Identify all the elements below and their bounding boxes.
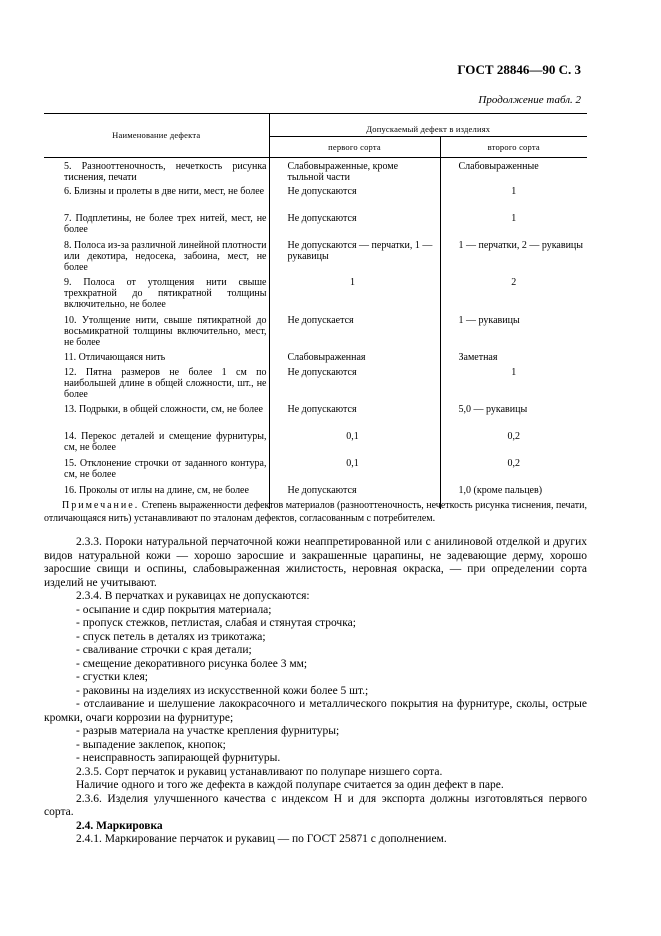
list-item: - раковины на изделиях из искусственной кожи более 5 шт.;	[76, 684, 369, 697]
paragraph-2-3-4: 2.3.4. В перчатках и рукавицах не допускаются:	[76, 590, 310, 602]
first-grade-value: Не допускаются	[269, 401, 440, 428]
list-item: - неисправность запирающей фурнитуры.	[76, 752, 281, 764]
defect-name: 8. Полоса из-за различной линейной плотности или декотира, недосека, забоина, мест, не более	[44, 237, 269, 274]
list-item: - смещение декоративного рисунка более 3 мм;	[76, 657, 308, 670]
second-grade-value: 0,2	[507, 431, 520, 442]
second-grade-value: 1 — рукавицы	[458, 315, 520, 326]
first-grade-value: Не допускается	[269, 312, 440, 349]
second-grade-value: 2	[511, 277, 517, 288]
defect-name: 10. Утолщение нити, свыше пятикратной до восьмикратной толщины включительно, мест, не более	[44, 312, 269, 349]
table-note	[44, 500, 587, 525]
defect-name: 7. Подплетины, не более трех нитей, мест, не более	[44, 210, 269, 237]
document-body	[44, 536, 587, 847]
defect-name: 9. Полоса от утолщения нити свыше трехкратной до пятикратной толщины включительно, не более	[44, 274, 269, 312]
table-row	[44, 364, 587, 401]
table-continuation-label: Продолжение табл. 2	[478, 94, 581, 106]
table-row	[44, 210, 587, 237]
table-row	[44, 349, 587, 364]
first-grade-value: 1	[269, 274, 440, 312]
defect-name: 16. Проколы от иглы на длине, см, не более	[44, 482, 269, 509]
first-grade-value: Слабовыраженная	[269, 349, 440, 364]
defect-name: 12. Пятна размеров не более 1 см по наибольшей длине в общей сложности, шт., не более	[44, 364, 269, 401]
first-grade-value: Не допускаются	[269, 482, 440, 509]
list-item: - сваливание строчки с края детали;	[76, 644, 252, 656]
list-item: - разрыв материала на участке крепления фурнитуры;	[76, 725, 340, 737]
table-row	[44, 274, 587, 312]
paragraph-2-3-5: 2.3.5. Сорт перчаток и рукавиц устанавливают по полупаре низшего сорта.	[76, 765, 443, 778]
first-grade-value: Не допускаются	[269, 210, 440, 237]
section-heading-marking: 2.4. Маркировка	[76, 819, 163, 832]
table-row	[44, 401, 587, 428]
table-row	[44, 312, 587, 349]
defect-name: 11. Отличающаяся нить	[44, 349, 269, 364]
second-grade-value: 1 — перчатки, 2 — рукавицы	[458, 240, 583, 251]
paragraph-2-3-6: 2.3.6. Изделия улучшенного качества с индексом Н и для экспорта должны изготовляться первого сорта.	[44, 792, 587, 818]
table-row	[44, 158, 587, 184]
defect-name: 14. Перекос деталей и смещение фурнитуры, см, не более	[44, 428, 269, 455]
paragraph-2-3-3: 2.3.3. Пороки натуральной перчаточной кожи неаппретированной или с анилиновой отделкой и других видов натуральной кожи — хорошо заросшие и закрашенные царапины, не задевающие дерму, хорошо заросшие свищи и оспины, слабовыраженная жилистость, неровная окраска, — при определении сорта изделий не учитывают.	[44, 536, 587, 589]
second-grade-value: 1	[511, 186, 517, 197]
table-row	[44, 428, 587, 455]
paragraph-2-4-1: 2.4.1. Маркирование перчаток и рукавиц — по ГОСТ 25871 с дополнением.	[76, 833, 447, 845]
first-grade-value: Слабовыраженные, кроме тыльной части	[269, 158, 440, 184]
column-header-allowed-defect: Допускаемый дефект в изделиях	[269, 114, 587, 137]
defect-name: 15. Отклонение строчки от заданного контура, см, не более	[44, 455, 269, 482]
column-header-defect-name: Наименование дефекта	[44, 114, 269, 158]
page-header: ГОСТ 28846—90 С. 3	[457, 62, 581, 77]
list-item: - спуск петель в деталях из трикотажа;	[76, 630, 266, 643]
list-item: - отслаивание и шелушение лакокрасочного и металлического покрытия на фурнитуре, сколы, острые кромки, очаги коррозии на фурнитуре;	[44, 698, 587, 724]
defect-name: 6. Близны и пролеты в две нити, мест, не более	[44, 183, 269, 210]
second-grade-value: 5,0 — рукавицы	[458, 404, 528, 415]
first-grade-value: 0,1	[269, 455, 440, 482]
defect-name: 13. Подрыки, в общей сложности, см, не более	[44, 401, 269, 428]
first-grade-value: 0,1	[269, 428, 440, 455]
table-row	[44, 455, 587, 482]
second-grade-value: 1,0 (кроме пальцев)	[458, 485, 543, 496]
second-grade-value: 1	[511, 213, 517, 224]
defects-table	[44, 113, 587, 509]
first-grade-value: Не допускаются — перчатки, 1 — рукавицы	[269, 237, 440, 274]
list-item: - выпадение заклепок, кнопок;	[76, 738, 226, 751]
defect-name: 5. Разнооттеночность, нечеткость рисунка тиснения, печати	[44, 158, 269, 184]
note-label: Примечание.	[62, 500, 140, 511]
table-row	[44, 183, 587, 210]
second-grade-value: Слабовыраженные	[458, 161, 539, 172]
first-grade-value: Не допускаются	[269, 364, 440, 401]
second-grade-value: Заметная	[458, 352, 498, 363]
first-grade-value: Не допускаются	[269, 183, 440, 210]
paragraph-2-3-5-note: Наличие одного и того же дефекта в каждой полупаре считается за один дефект в паре.	[76, 779, 504, 791]
column-header-first-grade: первого сорта	[269, 137, 440, 158]
second-grade-value: 1	[511, 367, 517, 378]
table-row	[44, 237, 587, 274]
list-item: - сгустки клея;	[76, 671, 148, 683]
second-grade-value: 0,2	[507, 458, 520, 469]
list-item: - осыпание и сдир покрытия материала;	[76, 603, 272, 616]
list-item: - пропуск стежков, петлистая, слабая и стянутая строчка;	[76, 617, 356, 629]
note-text: Степень выраженности дефектов материалов (разнооттеночность, нечеткость рисунка тиснения, печати, отличающаяся нить) устанавливают по эталонам дефектов, согласованным с потребителем.	[44, 500, 587, 524]
column-header-second-grade: второго сорта	[440, 137, 587, 158]
